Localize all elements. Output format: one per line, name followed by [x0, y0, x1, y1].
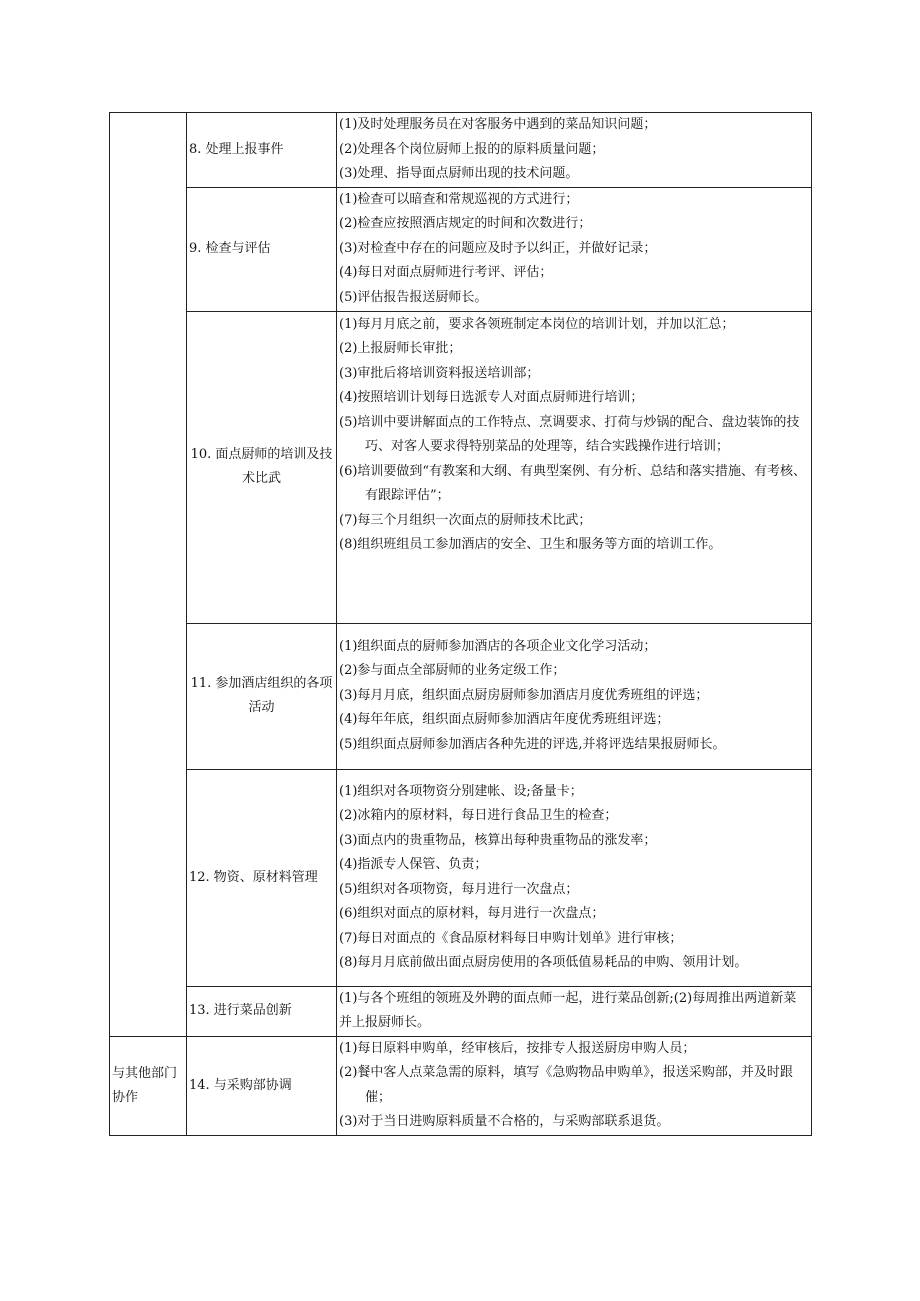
- list-item: (5)组织对各项物资，每月进行一次盘点；: [339, 881, 579, 897]
- detail-cell-12: [337, 769, 812, 986]
- table-row-10: [110, 311, 812, 623]
- list-item: (4)每日对面点厨师进行考评、评估；: [339, 265, 553, 281]
- list-item: (1)组织对各项物资分别建帐、设;备量卡；: [339, 783, 583, 799]
- detail-cell-14: [337, 1036, 812, 1135]
- task-cell-8: [187, 113, 337, 188]
- list-item: (3)每月月底，组织面点厨房厨师参加酒店月度优秀班组的评选；: [339, 687, 709, 703]
- list-item: (2)冰箱内的原材料，每日进行食品卫生的检查；: [339, 808, 618, 823]
- list-item: (3)处理、指导面点厨师出现的技术问题。: [339, 166, 579, 181]
- task-cell-9: [187, 187, 337, 311]
- task-label: 9. 检查与评估: [189, 241, 271, 256]
- list-item: (1)每日原料申购单，经审核后，按排专人报送厨房申购人员；: [339, 1040, 696, 1056]
- task-label: 12. 物资、原材料管理: [189, 869, 318, 885]
- task-label: 8. 处理上报事件: [189, 141, 284, 157]
- list-item: (1)及时处理服务员在对客服务中遇到的菜品知识问题；: [339, 117, 657, 132]
- list-item: (2)处理各个岗位厨师上报的的原料质量问题；: [339, 141, 605, 157]
- list-item: (4)指派专人保管、负责；: [339, 857, 488, 872]
- detail-cell-13: [337, 986, 812, 1036]
- task-cell-13: [187, 986, 337, 1036]
- task-cell-10: [187, 311, 337, 623]
- list-item: (2)上报厨师长审批；: [339, 341, 462, 356]
- list-item: (5)评估报告报送厨师长。: [339, 289, 488, 305]
- table-row-12: [110, 769, 812, 986]
- list-item: (1)检查可以暗查和常规巡视的方式进行；: [339, 191, 579, 207]
- list-item: (2)参与面点全部厨师的业务定级工作；: [339, 663, 566, 679]
- list-item: (3)对于当日进购原料质量不合格的，与采购部联系退货。: [339, 1114, 670, 1129]
- list-item: (4)按照培训计划每日选派专人对面点厨师进行培训；: [339, 390, 644, 405]
- task-label: 14. 与采购部协调: [189, 1077, 292, 1093]
- list-item: (6)组织对面点的原材料，每月进行一次盘点；: [339, 906, 605, 921]
- duty-table: [109, 112, 812, 1136]
- list-item: (5)培训中要讲解面点的工作特点、烹调要求、打荷与炒锅的配合、盘边装饰的技巧、对客人要求得特别菜品的处理等，结合实践操作进行培训；: [339, 414, 800, 454]
- list-item: (2)餐中客人点菜急需的原料，填写《急购物品申购单》，报送采购部，并及时跟催；: [339, 1065, 793, 1105]
- list-item: (1)每月月底之前，要求各领班制定本岗位的培训计划，并加以汇总；: [339, 316, 735, 332]
- list-item: (3)面点内的贵重物品，核算出每种贵重物品的涨发率；: [339, 832, 657, 848]
- category-cell-empty: [110, 113, 187, 1037]
- table-row-14: [110, 1036, 812, 1135]
- list-item: (6)培训要做到“有教案和大纲、有典型案例、有分析、总结和落实措施、有考核、有跟踪评估”；: [339, 463, 807, 503]
- list-item: (7)每日对面点的《食品原材料每日申购计划单》进行审核；: [339, 930, 683, 946]
- list-item: (3)对检查中存在的问题应及时予以纠正，并做好记录；: [339, 240, 657, 256]
- task-label: 13. 进行菜品创新: [189, 1003, 292, 1018]
- list-item: (4)每年年底，组织面点厨师参加酒店年度优秀班组评选；: [339, 712, 670, 728]
- list-item: (5)组织面点厨师参加酒店各种先进的评选,并将评选结果报厨师长。: [339, 736, 726, 752]
- task-label: 11. 参加酒店组织的各项活动: [190, 676, 333, 715]
- task-cell-11: [187, 623, 337, 769]
- category-label: 与其他部门协作: [112, 1065, 178, 1105]
- table-row-11: [110, 623, 812, 769]
- detail-cell-8: [337, 113, 812, 188]
- list-item: (8)组织班组员工参加酒店的安全、卫生和服务等方面的培训工作。: [339, 537, 722, 552]
- task-label: 10. 面点厨师的培训及技术比武: [190, 447, 333, 486]
- detail-cell-10: [337, 311, 812, 623]
- detail-paragraph: (1)与各个班组的领班及外聘的面点师一起，进行菜品创新;(2)每周推出两道新菜并上报厨师长。: [339, 990, 797, 1030]
- table-row-9: [110, 187, 812, 311]
- detail-cell-11: [337, 623, 812, 769]
- list-item: (2)检查应按照酒店规定的时间和次数进行；: [339, 216, 592, 232]
- task-cell-12: [187, 769, 337, 986]
- table-row-13: [110, 986, 812, 1036]
- list-item: (7)每三个月组织一次面点的厨师技术比武；: [339, 512, 592, 528]
- detail-cell-9: [337, 187, 812, 311]
- table-row-8: [110, 113, 812, 188]
- list-item: (1)组织面点的厨师参加酒店的各项企业文化学习活动；: [339, 638, 657, 654]
- category-cell: [110, 1036, 187, 1135]
- list-item: (8)每月月底前做出面点厨房使用的各项低值易耗品的申购、领用计划。: [339, 955, 748, 970]
- list-item: (3)审批后将培训资料报送培训部；: [339, 365, 540, 381]
- task-cell-14: [187, 1036, 337, 1135]
